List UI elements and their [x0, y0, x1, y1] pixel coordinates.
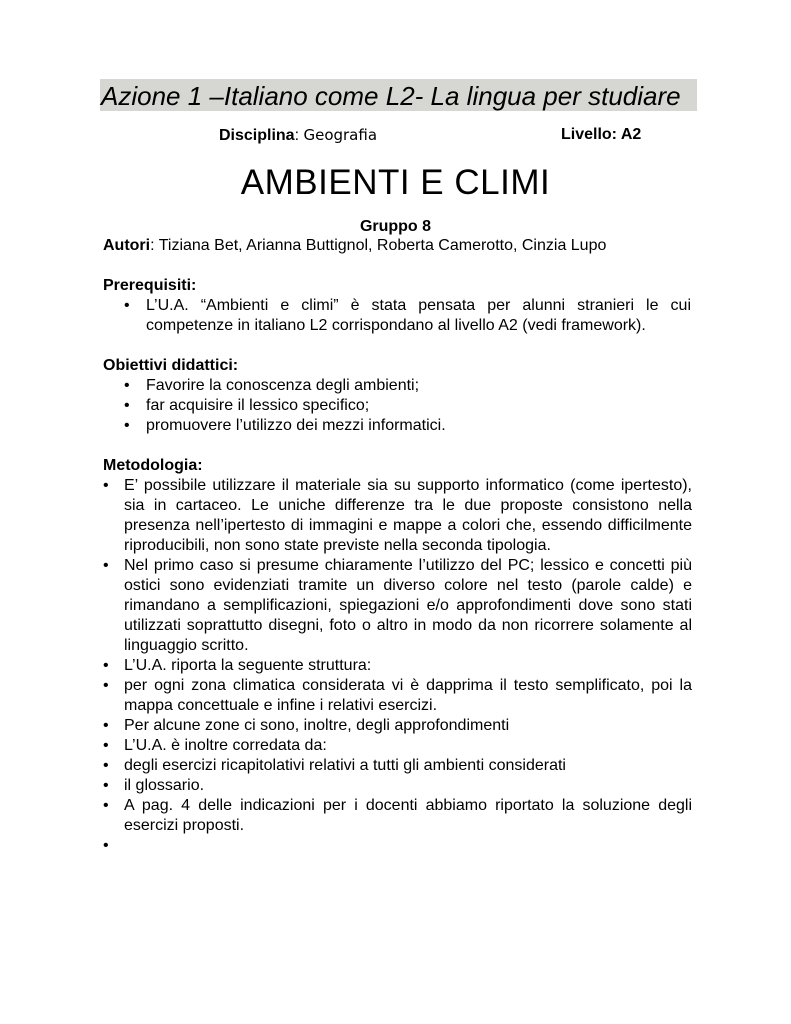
bullet-icon: • [103, 717, 109, 734]
bullet-icon: • [124, 417, 130, 434]
bullet-icon: • [103, 557, 109, 574]
discipline-value: Geografia [303, 126, 378, 144]
bullet-icon: • [103, 837, 109, 854]
bullet-icon: • [103, 737, 109, 754]
list-item [103, 836, 692, 856]
list-item: • Nel primo caso si presume chiaramente l’utilizzo del PC; lessico e concetti più ostici sono evidenziati tramite un diverso colore nel testo (parole calde) e rimandano a semplificazioni, spiegazioni e/o approfondimenti dove sono stati utilizzati soprattutto disegni, foto o altro in modo da non ricorrere solamente al linguaggio scritto. [103, 557, 692, 654]
list-item: • Per alcune zone ci sono, inoltre, degli approfondimenti [103, 717, 510, 734]
bullet-icon: • [103, 657, 109, 674]
objectives-heading: Obiettivi didattici: [103, 357, 239, 374]
header-title: Azione 1 –Italiano come L2- La lingua per studiare [101, 81, 681, 111]
list-item: • promuovere l’utilizzo dei mezzi informatici. [124, 417, 446, 434]
prerequisites-heading: Prerequisiti: [103, 277, 197, 294]
page-title: AMBIENTI E CLIMI [240, 163, 551, 202]
bullet-icon: • [103, 757, 109, 774]
bullet-icon: • [103, 677, 109, 694]
group-label: Gruppo 8 [359, 218, 432, 235]
methodology-list [103, 476, 692, 856]
bullet-icon: • [124, 397, 130, 414]
prerequisites-list [124, 296, 691, 336]
list-item: • L’U.A. è inoltre corredata da: [103, 737, 327, 754]
bullet-icon: • [103, 777, 109, 794]
list-item: • A pag. 4 delle indicazioni per i docenti abbiamo riportato la soluzione degli esercizi proposti. [103, 797, 692, 834]
objectives-list [124, 376, 691, 436]
level-label: Livello: A2 [561, 126, 642, 143]
list-item: • far acquisire il lessico specifico; [124, 397, 370, 414]
authors-names: Tiziana Bet, Arianna Buttignol, Roberta Camerotto, Cinzia Lupo [158, 237, 607, 254]
list-item: • il glossario. [103, 777, 205, 794]
methodology-heading: Metodologia: [103, 457, 203, 474]
bullet-icon: • [103, 477, 109, 494]
discipline-line: Disciplina: Geografia [219, 126, 378, 144]
discipline-label: Disciplina [219, 127, 295, 144]
bullet-icon: • [103, 797, 109, 814]
bullet-icon: • [124, 297, 130, 314]
bullet-icon: • [124, 377, 130, 394]
list-item: • degli esercizi ricapitolativi relativi a tutti gli ambienti considerati [103, 757, 566, 774]
authors-label: Autori [103, 237, 151, 254]
list-item: • E’ possibile utilizzare il materiale sia su supporto informatico (come ipertesto), sia in cartaceo. Le uniche differenze tra le due proposte consistono nella presenza nell’ipertesto di immagini e mappe a colori che, essendo difficilmente riproducibili, non sono state previste nella seconda tipologia. [103, 477, 692, 554]
list-item: • L’U.A. “Ambienti e climi” è stata pensata per alunni stranieri le cui competenze in italiano L2 corrispondano al livello A2 (vedi framework). [124, 297, 691, 334]
authors-line: Autori: Tiziana Bet, Arianna Buttignol, Roberta Camerotto, Cinzia Lupo [103, 237, 607, 254]
list-item: • per ogni zona climatica considerata vi è dapprima il testo semplificato, poi la mappa concettuale e infine i relativi esercizi. [103, 677, 692, 714]
list-item: • Favorire la conoscenza degli ambienti; [124, 377, 420, 394]
list-item: • L’U.A. riporta la seguente struttura: [103, 657, 372, 674]
